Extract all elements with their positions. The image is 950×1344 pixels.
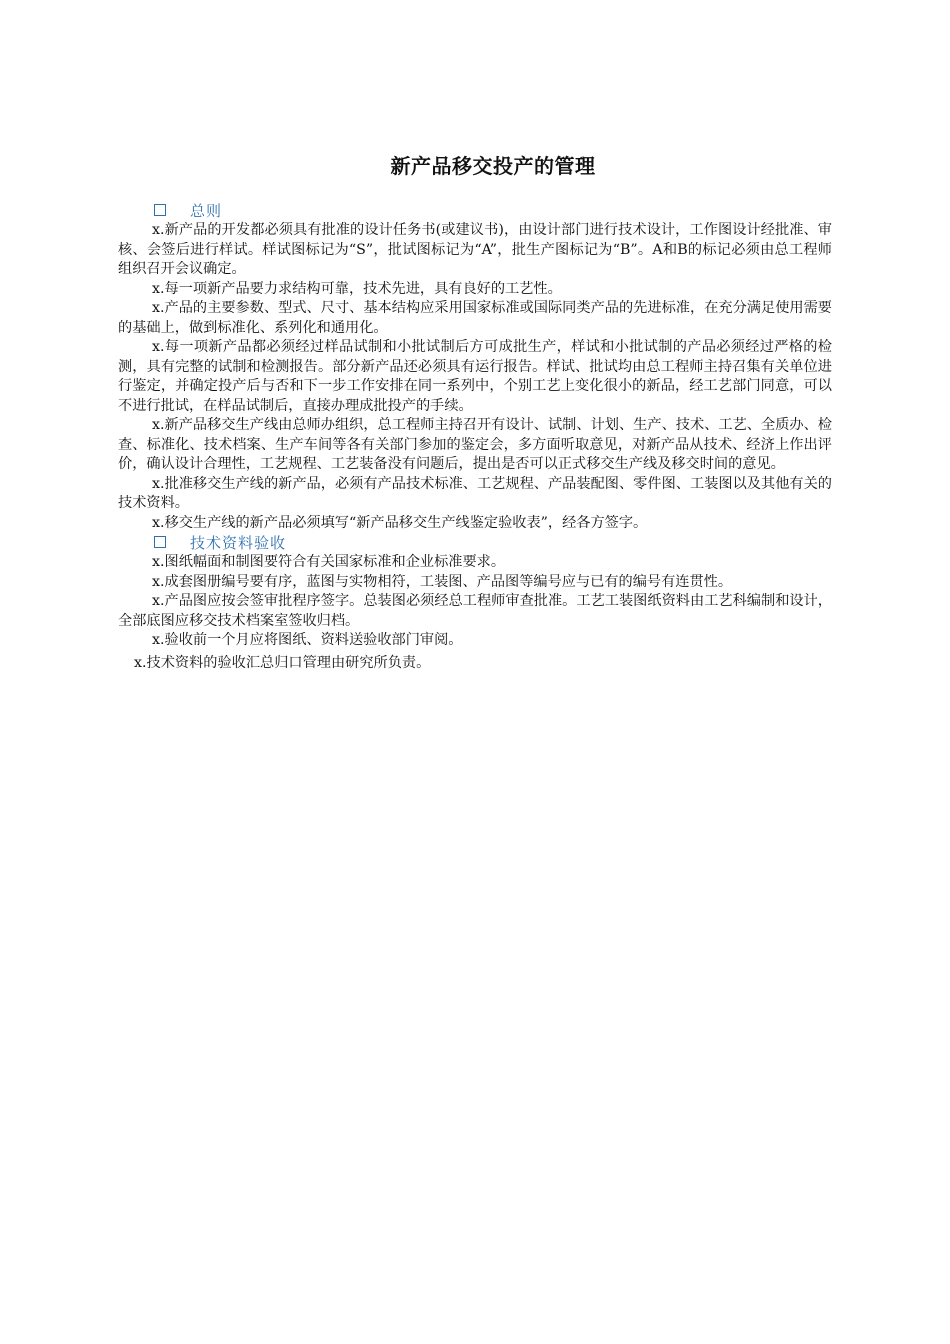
- section-heading-text: 技术资料验收: [190, 534, 287, 552]
- paragraph: x.批准移交生产线的新产品，必须有产品技术标准、工艺规程、产品装配图、零件图、工装图以及其他有关的技术资料。: [118, 475, 832, 511]
- closing-paragraph: x.技术资料的验收汇总归口管理由研究所负责。: [134, 654, 431, 671]
- paragraph: x.验收前一个月应将图纸、资料送验收部门审阅。: [152, 632, 463, 648]
- section-heading-tech-docs: [118, 533, 832, 553]
- paragraph: x.移交生产线的新产品必须填写“新产品移交生产线鉴定验收表”，经各方签字。: [152, 514, 648, 531]
- checkbox-square-icon: [154, 536, 166, 548]
- paragraph: x.新产品的开发都必须具有批准的设计任务书(或建议书)，由设计部门进行技术设计，工作图设计经批准、审核、会签后进行样试。样试图标记为“S”，批试图标记为“A”，批生产图标记为“B”。A和B的标记必须由总工程师组织召开会议确定。: [118, 222, 832, 277]
- paragraph: x.每一项新产品都必须经过样品试制和小批试制后方可成批生产，样试和小批试制的产品必须经过严格的检测，具有完整的试制和检测报告。部分新产品还必须具有运行报告。样试、批试均由总工程师主持召集有关单位进行鉴定，并确定投产后与否和下一步工作安排在同一系列中，个别工艺上变化很小的新品，经工艺部门同意，可以不进行批试，在样品试制后，直接办理成批投产的手续。: [118, 339, 832, 414]
- paragraph: x.产品图应按会签审批程序签字。总装图必须经总工程师审查批准。工艺工装图纸资料由工艺科编制和设计，全部底图应移交技术档案室签收归档。: [118, 593, 832, 629]
- section-heading-general: [118, 201, 832, 221]
- document-body: [118, 201, 832, 673]
- section-heading-text: 总则: [190, 202, 223, 220]
- page-title: 新产品移交投产的管理: [390, 154, 596, 178]
- paragraph: x.每一项新产品要力求结构可靠，技术先进，具有良好的工艺性。: [152, 280, 562, 297]
- paragraph: x.成套图册编号要有序，蓝图与实物相符，工装图、产品图等编号应与已有的编号有连贯性。: [152, 573, 733, 590]
- checkbox-square-icon: [154, 204, 166, 216]
- paragraph: x.新产品移交生产线由总师办组织，总工程师主持召开有设计、试制、计划、生产、技术、工艺、全质办、检查、标准化、技术档案、生产车间等各有关部门参加的鉴定会，多方面听取意见，对新产品从技术、经济上作出评价，确认设计合理性，工艺规程、工艺装备没有问题后，提出是否可以正式移交生产线及移交时间的意见。: [118, 417, 832, 472]
- paragraph: x.产品的主要参数、型式、尺寸、基本结构应采用国家标准或国际同类产品的先进标准，在充分满足使用需要的基础上，做到标准化、系列化和通用化。: [118, 300, 832, 336]
- paragraph: x.图纸幅面和制图要符合有关国家标准和企业标准要求。: [152, 554, 506, 570]
